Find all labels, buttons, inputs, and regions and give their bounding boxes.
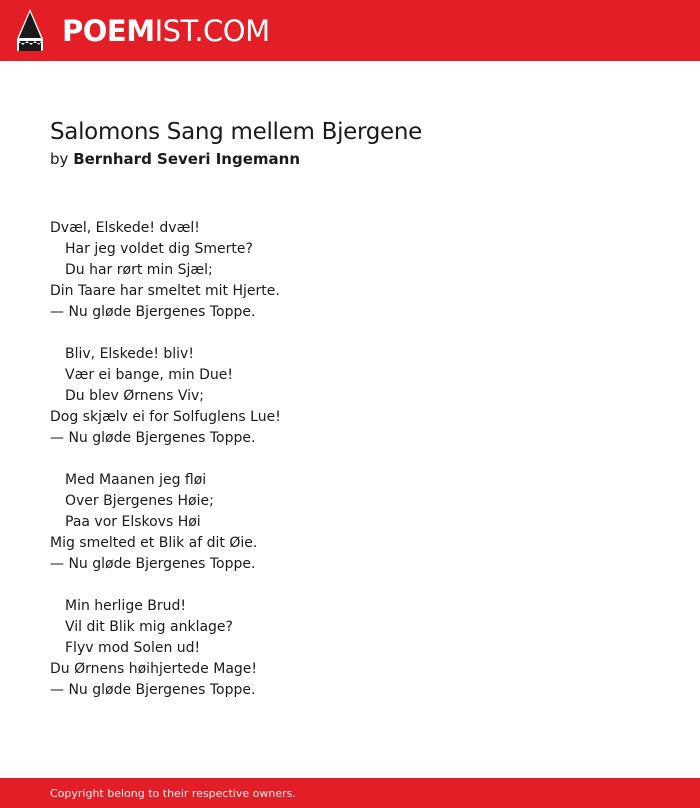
brand-light: IST.COM xyxy=(154,14,270,48)
poem-line: — Nu gløde Bjergenes Toppe. xyxy=(50,682,256,698)
poem-line: Din Taare har smeltet mit Hjerte. xyxy=(50,283,280,299)
poem-body xyxy=(50,218,670,701)
copyright-text: Copyright belong to their respective owners. xyxy=(50,787,296,800)
site-footer xyxy=(0,778,700,808)
poem-line: Over Bjergenes Høie; xyxy=(65,493,214,509)
byline xyxy=(50,148,300,170)
poem-line: Med Maanen jeg fløi xyxy=(65,472,207,488)
stanza-gap xyxy=(50,323,670,344)
poem-line: Har jeg voldet dig Smerte? xyxy=(65,241,253,257)
author-name: Bernhard Severi Ingemann xyxy=(73,150,300,168)
poem-line: — Nu gløde Bjergenes Toppe. xyxy=(50,304,256,320)
by-label: by xyxy=(50,150,69,168)
poem-line: — Nu gløde Bjergenes Toppe. xyxy=(50,556,256,572)
poem-line: Vil dit Blik mig anklage? xyxy=(65,619,233,635)
poem-line: Bliv, Elskede! bliv! xyxy=(65,346,194,362)
poem-line: Du blev Ørnens Viv; xyxy=(65,388,205,404)
poem-line: Mig smelted et Blik af dit Øie. xyxy=(50,535,258,551)
poem-line: Vær ei bange, min Due! xyxy=(65,367,233,383)
poem-line: Du har rørt min Sjæl; xyxy=(65,262,213,278)
stanza-gap xyxy=(50,449,670,470)
pencil-logo-icon[interactable] xyxy=(17,9,43,51)
poem-line: — Nu gløde Bjergenes Toppe. xyxy=(50,430,256,446)
poem-line: Flyv mod Solen ud! xyxy=(65,640,201,656)
poem-title: Salomons Sang mellem Bjergene xyxy=(50,119,423,145)
poem-line: Paa vor Elskovs Høi xyxy=(65,514,201,530)
poem-line: Dvæl, Elskede! dvæl! xyxy=(50,220,200,236)
poem-line: Dog skjælv ei for Solfuglens Lue! xyxy=(50,409,281,425)
brand-logo-text[interactable] xyxy=(62,13,270,49)
brand-strong: POEM xyxy=(62,14,155,48)
site-header xyxy=(0,0,700,61)
poem-line: Min herlige Brud! xyxy=(65,598,186,614)
stanza-gap xyxy=(50,575,670,596)
poem-line: Du Ørnens høihjertede Mage! xyxy=(50,661,258,677)
